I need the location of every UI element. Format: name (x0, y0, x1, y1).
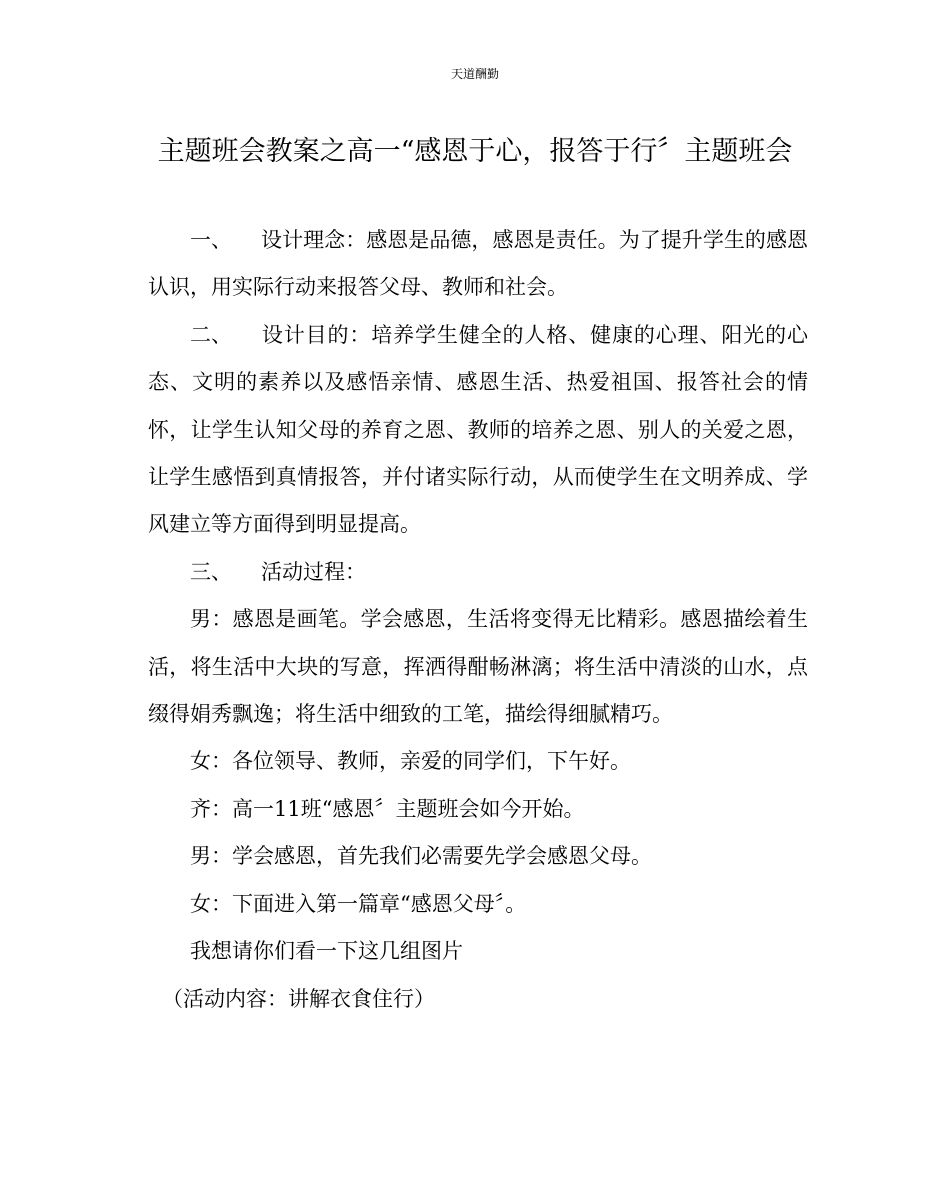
dialogue-line: 齐：高一11班“感恩〞主题班会如今开始。 (190, 796, 585, 821)
page-header: 天道酬勤 (450, 67, 499, 81)
section-activity-process (148, 549, 808, 596)
section-number: 二、 (190, 322, 232, 347)
document-title: 主题班会教案之高一“感恩于心，报答于行〞主题班会 (157, 136, 793, 167)
dialogue-line: 男：学会感恩，首先我们必需要先学会感恩父母。 (190, 844, 652, 869)
section-text: 活动过程： (261, 559, 366, 584)
section-text: 设计目的：培养学生健全的人格、健康的心理、阳光的心态、文明的素养以及感悟亲情、感恩生活、热爱祖国、报答社会的情怀，让学生认知父母的养育之恩、教师的培养之恩、别人的关爱之恩，让学生感悟到真情报答，并付诸实际行动，从而使学生在文明养成、学风建立等方面得到明显提高。 (148, 322, 808, 537)
dialogue-line: 女：下面进入第一篇章“感恩父母〞。 (190, 891, 527, 916)
section-design-purpose (148, 312, 808, 549)
section-number: 三、 (190, 559, 232, 584)
section-design-concept (148, 217, 808, 312)
activity-note: （活动内容：讲解衣食住行） (162, 986, 435, 1011)
dialogue-line: 男：感恩是画笔。学会感恩，生活将变得无比精彩。感恩描绘着生活，将生活中大块的写意，挥洒得酣畅淋漓；将生活中清淡的山水，点缀得娟秀飘逸；将生活中细致的工笔，描绘得细腻精巧。 (148, 607, 808, 727)
dialogue-line: 女：各位领导、教师，亲爱的同学们，下午好。 (190, 749, 631, 774)
document-body (148, 217, 808, 1023)
section-number: 一、 (190, 228, 232, 252)
section-text: 设计理念：感恩是品德，感恩是责任。为了提升学生的感恩认识，用实际行动来报答父母、教师和社会。 (148, 228, 808, 300)
dialogue-line: 我想请你们看一下这几组图片 (190, 939, 463, 964)
